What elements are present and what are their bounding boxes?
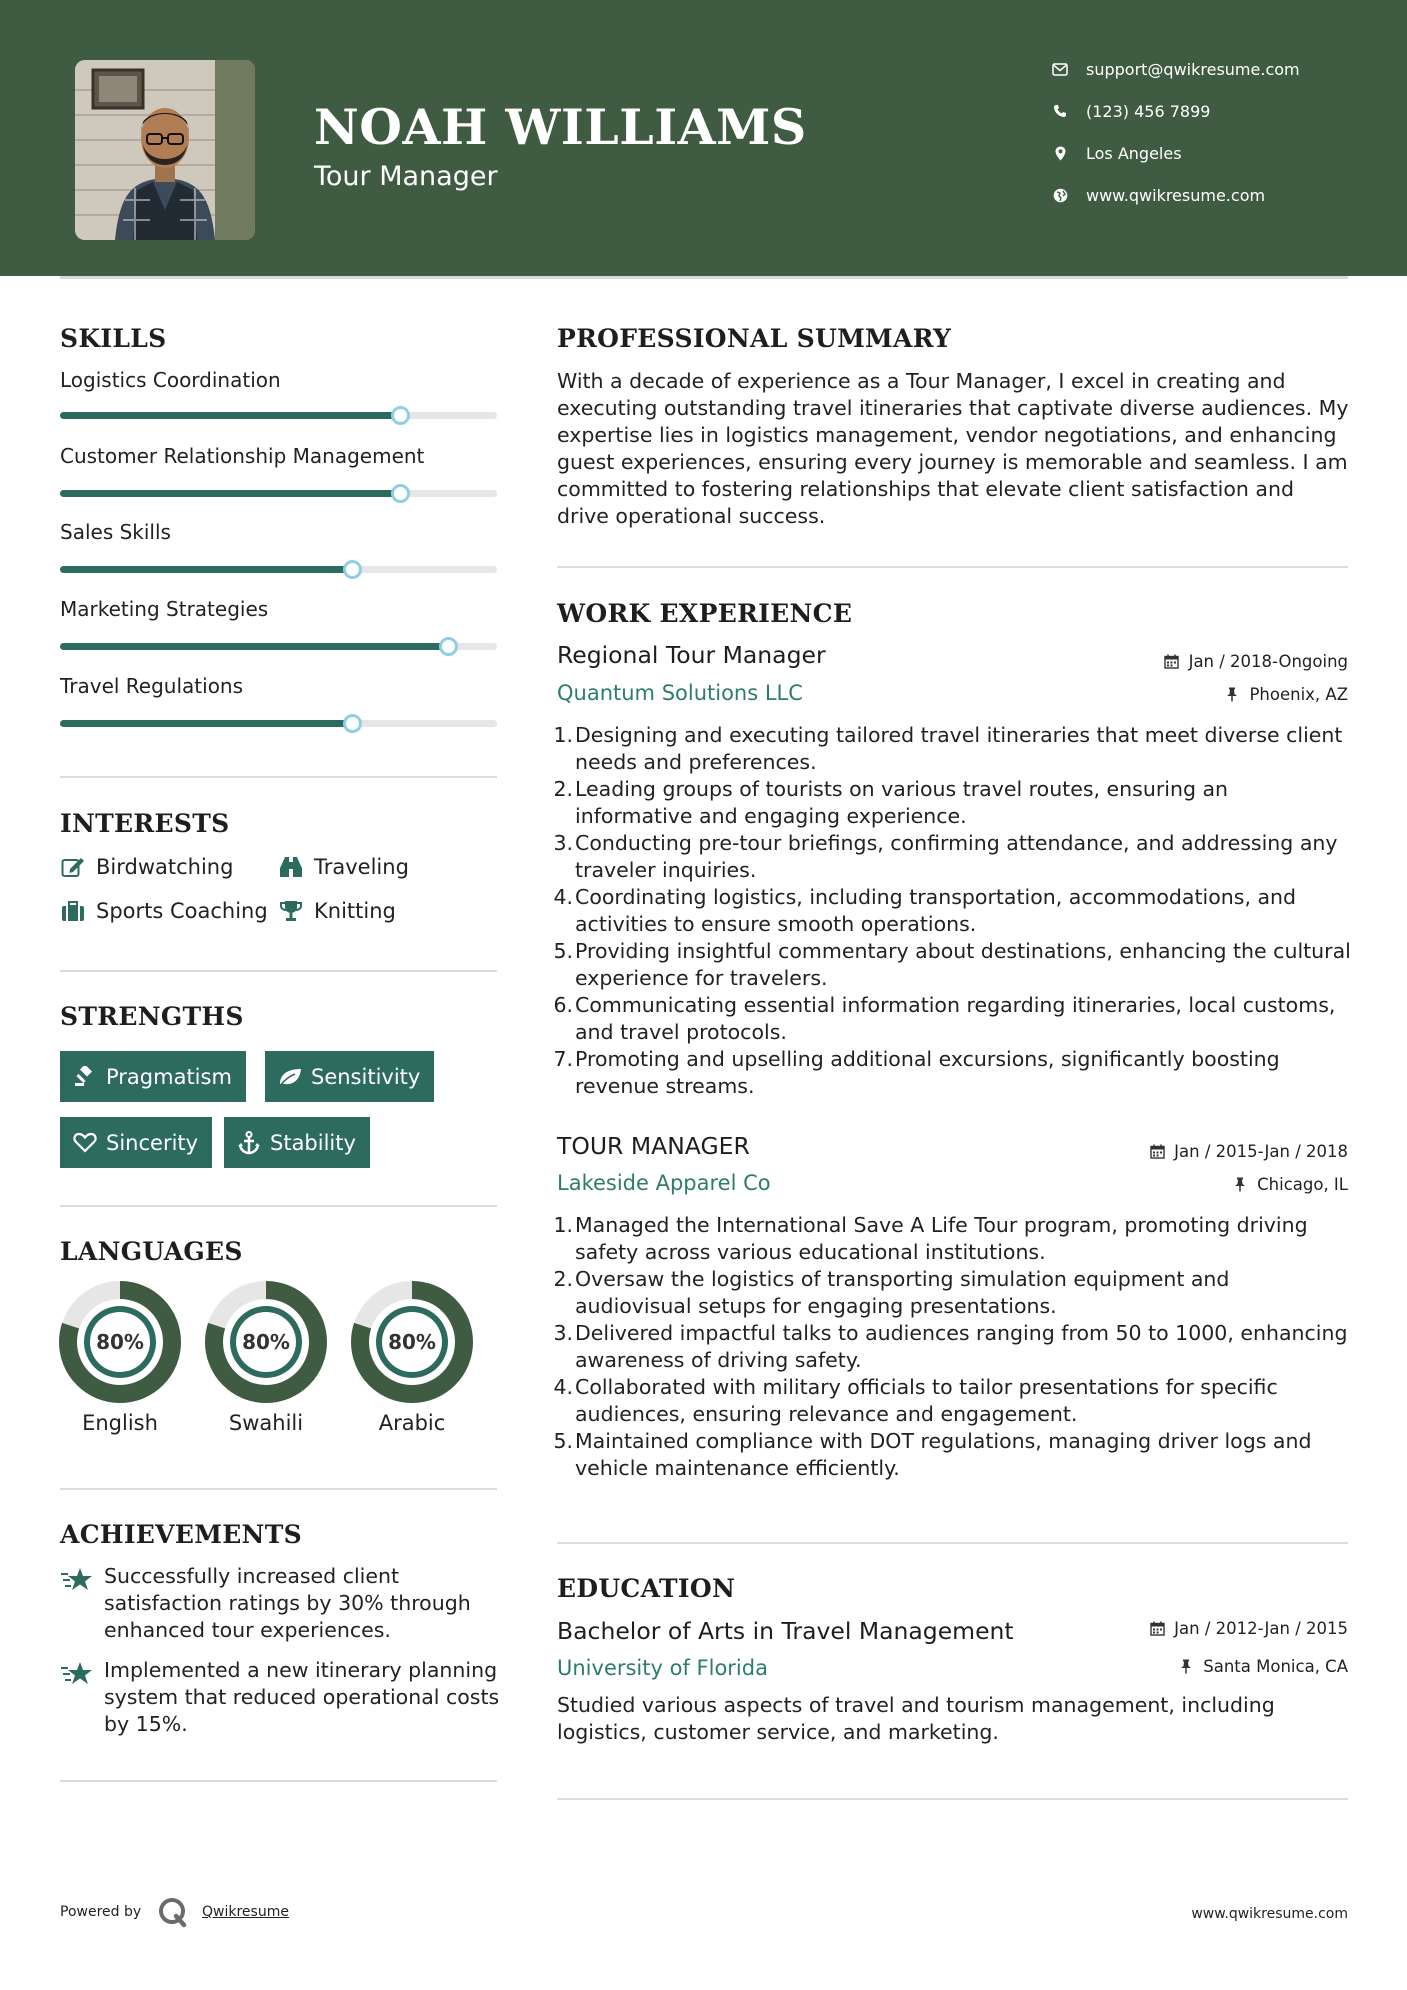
- contact-location-text: Los Angeles: [1086, 143, 1182, 163]
- skill-bar-fill: [60, 720, 353, 727]
- interest-item: [278, 852, 409, 882]
- calendar-icon: [1163, 653, 1181, 671]
- achievements-heading: ACHIEVEMENTS: [60, 1520, 302, 1549]
- job-duty: 6. Communicating essential information regarding itineraries, local customs, and travel protocols.: [553, 993, 1336, 1044]
- job-duty: 3. Conducting pre-tour briefings, confirming attendance, and addressing any traveler inquiries.: [553, 831, 1338, 882]
- section-divider: [557, 1798, 1348, 1800]
- contact-email-text: support@qwikresume.com: [1086, 59, 1300, 79]
- header-divider: [60, 276, 1348, 279]
- language-donut: [59, 1281, 181, 1403]
- languages-heading: LANGUAGES: [60, 1237, 243, 1266]
- contact-location: [1050, 140, 1350, 166]
- profile-photo: [75, 60, 255, 240]
- company-name: Lakeside Apparel Co: [557, 1171, 771, 1195]
- section-divider: [60, 776, 497, 778]
- job-dates: [1163, 652, 1348, 671]
- interest-label: Knitting: [314, 899, 396, 923]
- job-location-text: Phoenix, AZ: [1249, 685, 1348, 704]
- job-title: Regional Tour Manager: [557, 641, 826, 669]
- footer-website-link[interactable]: www.qwikresume.com: [1191, 1906, 1348, 1922]
- pushpin-icon: [1223, 686, 1241, 704]
- achievement-text: Successfully increased client satisfaction ratings by 30% through enhanced tour experiences.: [104, 1564, 471, 1642]
- achievement-text: Implemented a new itinerary planning system that reduced operational costs by 15%.: [104, 1658, 500, 1736]
- section-divider: [557, 566, 1348, 568]
- section-divider: [60, 1780, 497, 1782]
- education-location: [1177, 1657, 1348, 1676]
- language-item: [205, 1281, 327, 1435]
- strengths-heading: STRENGTHS: [60, 1002, 244, 1031]
- interest-item: [278, 896, 396, 926]
- skill-bar-fill: [60, 566, 353, 573]
- job-duty: 7. Promoting and upselling additional excursions, significantly boosting revenue streams.: [553, 1047, 1280, 1098]
- language-percent: 80%: [388, 1330, 436, 1354]
- heart-icon: [72, 1130, 98, 1156]
- job-duty: 5. Maintained compliance with DOT regulations, managing driver logs and vehicle maintenance efficiently.: [553, 1429, 1312, 1480]
- language-percent: 80%: [96, 1330, 144, 1354]
- strength-tag: [60, 1051, 246, 1102]
- skill-bar: [60, 566, 497, 573]
- strength-tag: [224, 1117, 370, 1168]
- achievement-item: [60, 1563, 500, 1644]
- strength-label: Sincerity: [106, 1130, 199, 1155]
- skill-bar-fill: [60, 643, 449, 650]
- calendar-icon: [1148, 1620, 1166, 1638]
- skill-bar-knob: [439, 637, 458, 656]
- job-dates: [1148, 1142, 1348, 1161]
- skill-label: Customer Relationship Management: [60, 444, 425, 468]
- education-description: Studied various aspects of travel and tourism management, including logistics, customer service, and marketing.: [557, 1693, 1275, 1744]
- contact-website[interactable]: [1050, 182, 1350, 208]
- gavel-icon: [72, 1064, 98, 1090]
- binoculars-icon: [278, 854, 304, 880]
- interest-label: Birdwatching: [96, 855, 234, 879]
- job-location-text: Chicago, IL: [1257, 1175, 1348, 1194]
- job-duties-list: [553, 722, 1352, 1100]
- calendar-icon: [1148, 1143, 1166, 1161]
- language-donut: [205, 1281, 327, 1403]
- section-divider: [60, 1488, 497, 1490]
- globe-icon: [1050, 185, 1070, 205]
- job-dates-text: Jan / 2015-Jan / 2018: [1174, 1142, 1348, 1161]
- skill-bar: [60, 720, 497, 727]
- interest-label: Traveling: [314, 855, 409, 879]
- education-dates-text: Jan / 2012-Jan / 2015: [1174, 1619, 1348, 1638]
- language-item: [351, 1281, 473, 1435]
- anchor-icon: [236, 1130, 262, 1156]
- skill-label: Marketing Strategies: [60, 597, 269, 621]
- section-divider: [60, 970, 497, 972]
- skill-bar-knob: [391, 484, 410, 503]
- phone-icon: [1050, 101, 1070, 121]
- job-title: TOUR MANAGER: [557, 1132, 750, 1160]
- summary-heading: PROFESSIONAL SUMMARY: [557, 324, 952, 353]
- interest-label: Sports Coaching: [96, 899, 268, 923]
- job-duty: 4. Collaborated with military officials to tailor presentations for specific audiences, ensuring relevance and engagement.: [553, 1375, 1278, 1426]
- degree-title: Bachelor of Arts in Travel Management: [557, 1617, 1014, 1645]
- strength-tag: [265, 1051, 434, 1102]
- contact-website-text: www.qwikresume.com: [1086, 185, 1266, 205]
- skill-bar-knob: [391, 406, 410, 425]
- language-item: [59, 1281, 181, 1435]
- skill-bar: [60, 643, 497, 650]
- strength-tag: [60, 1117, 212, 1168]
- job-duty: 1. Managed the International Save A Life Tour program, promoting driving safety across various educational institutions.: [553, 1213, 1308, 1264]
- experience-heading: WORK EXPERIENCE: [557, 599, 853, 628]
- skill-label: Sales Skills: [60, 520, 171, 544]
- skill-label: Logistics Coordination: [60, 368, 281, 392]
- strength-label: Sensitivity: [311, 1064, 421, 1089]
- job-duty: 4. Coordinating logistics, including transportation, accommodations, and activities to ensure smooth operations.: [553, 885, 1297, 936]
- language-percent: 80%: [242, 1330, 290, 1354]
- star-ribbon-icon: [60, 1661, 94, 1691]
- school-name: University of Florida: [557, 1656, 768, 1680]
- achievement-item: [60, 1657, 500, 1738]
- job-duty: 5. Providing insightful commentary about destinations, enhancing the cultural experience for travelers.: [553, 939, 1351, 990]
- skill-bar-knob: [343, 714, 362, 733]
- trophy-icon: [278, 898, 304, 924]
- section-divider: [557, 1542, 1348, 1544]
- contact-email[interactable]: [1050, 56, 1350, 82]
- job-location: [1223, 685, 1348, 704]
- map-pin-icon: [1050, 143, 1070, 163]
- summary-text: With a decade of experience as a Tour Manager, I excel in creating and executing outstanding travel itineraries that captivate diverse audiences. My expertise lies in logistics management, vendor negotiations, and enhancing guest experiences, ensuring every journey is memorable and seamless. I am committed to fostering relationships that elevate client satisfaction and drive operational success.: [557, 369, 1349, 528]
- skills-heading: SKILLS: [60, 324, 167, 353]
- job-duty: 2. Leading groups of tourists on various travel routes, ensuring an informative and engaging experience.: [553, 777, 1229, 828]
- job-duty: 3. Delivered impactful talks to audiences ranging from 50 to 1000, enhancing awareness of driving safety.: [553, 1321, 1348, 1372]
- contact-phone-text: (123) 456 7899: [1086, 101, 1211, 121]
- job-duties-list: [553, 1212, 1352, 1482]
- language-name: English: [82, 1411, 158, 1435]
- candidate-name: NOAH WILLIAMS: [314, 98, 807, 156]
- powered-by-label: Powered by: [60, 1904, 142, 1920]
- qwikresume-logo-icon: [157, 1896, 189, 1928]
- job-duty: 1. Designing and executing tailored travel itineraries that meet diverse client needs and preferences.: [553, 723, 1343, 774]
- education-dates: [1148, 1619, 1348, 1638]
- leaf-icon: [277, 1064, 303, 1090]
- language-donut: [351, 1281, 473, 1403]
- company-name: Quantum Solutions LLC: [557, 681, 803, 705]
- skill-bar: [60, 412, 497, 419]
- candidate-title: Tour Manager: [314, 161, 498, 192]
- skill-label: Travel Regulations: [60, 674, 244, 698]
- briefcase-icon: [60, 898, 86, 924]
- strength-label: Stability: [270, 1130, 356, 1155]
- edit-icon: [60, 854, 86, 880]
- skill-bar-fill: [60, 412, 401, 419]
- language-name: Swahili: [228, 1411, 304, 1435]
- interest-item: [60, 896, 268, 926]
- job-location: [1231, 1175, 1348, 1194]
- job-duty: 2. Oversaw the logistics of transporting simulation equipment and audiovisual setups for engaging presentations.: [553, 1267, 1230, 1318]
- qwikresume-link[interactable]: Qwikresume: [202, 1904, 289, 1920]
- section-divider: [60, 1205, 497, 1207]
- skill-bar-fill: [60, 490, 401, 497]
- pushpin-icon: [1231, 1176, 1249, 1194]
- skill-bar: [60, 490, 497, 497]
- interests-heading: INTERESTS: [60, 809, 230, 838]
- star-ribbon-icon: [60, 1567, 94, 1597]
- envelope-icon: [1050, 59, 1070, 79]
- interest-item: [60, 852, 233, 882]
- strength-label: Pragmatism: [106, 1064, 232, 1089]
- skill-bar-knob: [343, 560, 362, 579]
- education-heading: EDUCATION: [557, 1574, 736, 1603]
- education-location-text: Santa Monica, CA: [1203, 1657, 1348, 1676]
- language-name: Arabic: [378, 1411, 446, 1435]
- contact-phone[interactable]: [1050, 98, 1350, 124]
- job-dates-text: Jan / 2018-Ongoing: [1188, 652, 1348, 671]
- pushpin-icon: [1177, 1658, 1195, 1676]
